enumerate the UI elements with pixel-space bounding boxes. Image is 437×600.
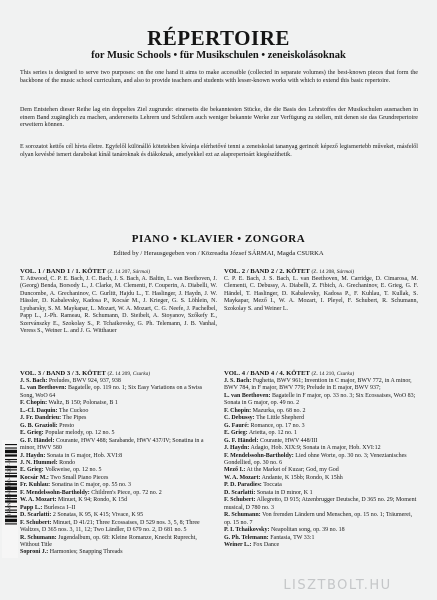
list-item	[20, 467, 217, 474]
composer-name: P. I. Tchaikovsky:	[224, 527, 270, 534]
instrument-heading: PIANO • KLAVIER • ZONGORA	[131, 233, 306, 245]
composer-name: G. Fauré:	[224, 422, 249, 429]
volume-editor: Csurka)	[132, 371, 151, 377]
work-title: Neapolitan song, op. 39 no. 18	[270, 527, 345, 534]
work-title: Courante, HWV 488; Sarabande, HWV 437/IV; Sonatina in a minor, HWV 580	[20, 437, 204, 452]
work-title: Andante, K 15bb; Rondo, K 15hh	[261, 474, 343, 481]
list-item	[224, 542, 418, 549]
barcode-number: ISMN 979-0-080-14207-0	[6, 459, 12, 516]
volume-catalogue-code	[311, 371, 354, 377]
list-item	[224, 527, 418, 534]
volume-catalogue-code	[311, 269, 354, 275]
volume-4	[224, 370, 418, 549]
work-title: Children's Piece, op. 72 no. 2	[91, 489, 162, 496]
composer-name: G. F. Händel:	[20, 437, 55, 444]
list-item	[224, 482, 418, 489]
work-title: Courante, HWV 448/III	[259, 437, 318, 444]
composer-name: G. B. Grazioli:	[20, 422, 58, 429]
list-item	[224, 423, 418, 430]
work-title: At the Market of Kuzar; God, my God	[246, 467, 339, 474]
composer-name: P. D. Paradies:	[224, 482, 262, 489]
list-item	[20, 482, 217, 489]
list-item	[20, 408, 217, 415]
work-title: Bagatelle, op. 119 no. 1; Six Easy Variations on a Swiss Song, WoO 64	[20, 385, 203, 399]
catalogue-number: (Z. 14 207,	[107, 269, 132, 275]
composer-name: G. F. Händel:	[224, 437, 259, 444]
list-item	[224, 453, 418, 468]
composer-name: F. Schubert:	[20, 519, 52, 526]
composer-name: W. A. Mozart:	[20, 497, 57, 504]
list-item	[224, 445, 418, 452]
work-title: Minuet, K 94; Rondo, K 15d	[57, 497, 128, 504]
composer-name: D. Scarlatti:	[224, 489, 256, 496]
work-title: 2 Sonatas, K 95, K 415; Vivace, K 95	[52, 512, 144, 519]
list-item	[20, 512, 217, 519]
composer-name: J. Haydn:	[224, 445, 250, 452]
list-item	[20, 497, 217, 504]
list-item	[20, 505, 217, 512]
composer-name: F. Mendelssohn-Bartholdy:	[224, 452, 294, 459]
list-item	[20, 453, 217, 460]
list-item	[20, 520, 217, 535]
composer-name: D. Scarlatti:	[20, 512, 52, 519]
work-title: Mazurka, op. 68 no. 2	[252, 407, 306, 414]
composer-name: Kocsár M.:	[20, 474, 49, 481]
volume-editor: Sármai)	[336, 269, 355, 275]
list-item	[224, 438, 418, 445]
work-title: Harmonies; Snapping Threads	[49, 549, 123, 556]
work-title: Romance, op. 17 no. 3	[250, 422, 305, 429]
work-title: Bagatelle in F major, op. 33 no. 3; Six Ecossaises, WoO 83; Sonata in G major, op. 49 no. 2	[224, 392, 416, 407]
list-item	[20, 400, 217, 407]
catalogue-number: (Z. 14 208,	[311, 269, 336, 275]
composer-name: Papp L.:	[20, 504, 43, 511]
composer-name: E. Grieg:	[20, 430, 44, 437]
composer-name: L. van Beethoven:	[20, 385, 67, 392]
composer-name: Fr. Kuhlau:	[20, 482, 51, 489]
list-item	[224, 378, 418, 393]
composer-name: L.-Cl. Daquin:	[20, 407, 58, 414]
composer-name: J. N. Hummel:	[20, 459, 58, 466]
volume-editor: Csurka)	[336, 371, 355, 377]
volume-heading	[224, 268, 418, 276]
work-title: Presto	[59, 422, 75, 429]
work-title: Sonata in D minor, K 1	[256, 489, 313, 496]
list-item	[20, 438, 217, 453]
volume-2	[224, 268, 418, 313]
composer-name: E. Grieg:	[224, 430, 248, 437]
work-title: Rondo	[59, 459, 76, 466]
list-item	[20, 475, 217, 482]
list-item	[224, 415, 418, 422]
composer-name: W. A. Mozart:	[224, 474, 261, 481]
list-item: C. P. E. Bach, J. S. Bach, L. van Beethoven, M. Carridge, D. Cimarosa, M. Clementi, C. Debussy, A. Diabelli, Z. Fibich, A. Grechaninov, E. Grieg, G. F. Händel, T. Haslinger, D. Kabalevsky, Kadosa P., F. Kuhlau, T. Kullak, S. Maykapar, Mező I., W. A. Mozart, I. Pleyel, F. Schubert, R. Schumann, Szokolay S. and Weiner L.	[224, 276, 418, 312]
list-item	[224, 393, 418, 408]
list-item	[20, 378, 217, 385]
composer-name: Weiner L.:	[224, 541, 252, 548]
volume-title: VOL. 3 / BAND 3 / 3. KÖTET	[20, 370, 106, 377]
work-title: Allegretto, D 915; Atzenbrugger Deutsche, D 365 no. 29; Moment musical, D 780 no. 3	[224, 497, 417, 511]
composer-name: F. Mendelssohn-Bartholdy:	[20, 489, 90, 496]
work-title: The Cuckoo	[58, 407, 89, 414]
list-item	[20, 385, 217, 400]
editors-line: Edited by / Herausgegeben von / Közreadta József SÁRMAI, Magda CSURKA	[113, 250, 324, 257]
volume-3	[20, 370, 217, 557]
composer-name: G. Ph. Telemann:	[224, 534, 269, 541]
catalogue-number: (Z. 14 210,	[311, 371, 336, 377]
work-title: Popular melody, op. 12 no. 5	[45, 430, 115, 437]
work-title: Two Small Piano Pieces	[50, 474, 109, 481]
list-item	[224, 408, 418, 415]
work-title: Minuet, D 41/21; Three Ecossaises, D 529 nos. 3, 5, 8; Three Waltzes, D 365 nos. 3, 11, 12; Two Ländler, D 679 no. 2, D 681 no. 5	[20, 519, 200, 534]
watermark: LISZTBOLT.HU	[283, 578, 392, 593]
work-title: Von fremden Ländern und Menschen, op. 15 no. 1; Träumerei, op. 15 no. 7	[224, 512, 413, 526]
work-title: The Little Shepherd	[256, 415, 305, 422]
volume-title: VOL. 4 / BAND 4 / 4. KÖTET	[224, 370, 310, 377]
work-title: Fantasia, TW 33:1	[270, 534, 315, 541]
composer-name: E. Grieg:	[20, 467, 44, 474]
work-title: Arietta, op. 12 no. 1	[248, 430, 298, 437]
list-item	[20, 460, 217, 467]
volume-1	[20, 268, 217, 336]
composer-name: R. Schumann:	[20, 534, 57, 541]
series-subtitle: for Music Schools • für Musikschulen • zeneiskolásoknak	[91, 50, 346, 61]
composer-name: F. Chopin:	[224, 407, 252, 414]
volume-title: VOL. 2 / BAND 2 / 2. KÖTET	[224, 268, 310, 275]
list-item	[20, 549, 217, 556]
composer-name: L. van Beethoven:	[224, 392, 271, 399]
volume-heading	[20, 268, 217, 276]
composer-name: F. Chopin:	[20, 400, 48, 407]
composer-name: J. S. Bach:	[20, 378, 48, 384]
work-title: The Pipes	[62, 415, 87, 422]
list-item	[224, 475, 418, 482]
volume-editor: Sármai)	[132, 269, 151, 275]
volume-heading	[224, 370, 418, 378]
composer-name: Soproni J.:	[20, 549, 49, 556]
list-item	[20, 415, 217, 422]
volume-catalogue-code	[107, 269, 150, 275]
volume-title: VOL. 1 / BAND 1 / 1. KÖTET	[20, 268, 106, 275]
work-title: Fox Dance	[253, 541, 280, 548]
catalogue-number: (Z. 14 209,	[107, 371, 132, 377]
composer-name: J. Fr. Dandrieu:	[20, 415, 62, 422]
list-item	[224, 512, 418, 527]
series-title: RÉPERTOIRE	[147, 26, 290, 50]
work-title: Burlesca I–II	[43, 504, 76, 511]
composer-name: J. S. Bach:	[224, 378, 252, 384]
work-title: Toccata	[263, 482, 282, 489]
list-item: T. Attwood, C. P. E. Bach, J. C. Bach, J. S. Bach, A. Baltin, L. van Beethoven, J. (Georg) Benda, Borsody L., J. Clarke, M. Clementi, F. Couperin, A. Diabelli, W. Duncombe, A. Grechaninov, C. Gurlitt, Hajdu L., T. Haslinger, J. Haydn, J. W. Hässler, D. Kabalevsky, Kadosa P., Kocsár M., J. Krieger, G. S. Löhlein, N. Lyubarsky, S. M. Maykapar, L. Mozart, W. A. Mozart, C. G. Neefe, J. Pachelbel, Papp L., J.-Ph. Rameau, R. Schumann, D. Steibelt, A. Stoyanov, Szőkefy E., Szervánszky E., Szokolay S., P. Tchaikovsky, G. Ph. Telemann, J. B. Vanhal, Veress S., Weiner L. and J. G. Witthauer	[20, 276, 217, 335]
list-item	[224, 535, 418, 542]
list-item	[224, 497, 418, 512]
composer-name: R. Schumann:	[224, 512, 261, 519]
volume-heading	[20, 370, 217, 378]
work-title: Fughetta, BWV 961; Invention in C major, BWV 772, in A minor, BWV 784, in F major, BWV 779; Prelude in E major, BWV 937;	[224, 378, 412, 392]
intro-paragraph-english: This series is designed to serve two purposes: on the one hand it aims to make accessible (collected in separate volumes) the best-known pieces that form the backbone of the music school curriculum, and also to provide teachers and students with lesser-known works with which to extend this basic repertoire.	[20, 70, 418, 84]
work-title: Preludes, BWV 924, 937, 938	[48, 378, 121, 384]
work-title: Sonata in G major, Hob. XVI:8	[46, 452, 123, 459]
list-item	[224, 490, 418, 497]
list-item	[224, 430, 418, 437]
list-item	[20, 430, 217, 437]
work-title: Adagio, Hob. XIX:9; Sonata in A major, Hob. XVI:12	[250, 445, 381, 452]
work-title: Lied ohne Worte, op. 30 no. 3; Venezianisches Gondellied, op. 30 no. 6	[224, 452, 407, 466]
composer-name: F. Schubert:	[224, 497, 256, 504]
composer-name: C. Debussy:	[224, 415, 255, 422]
composer-name: J. Haydn:	[20, 452, 46, 459]
list-item	[224, 467, 418, 474]
intro-paragraph-german: Dem Entstehen dieser Reihe lag ein doppeltes Ziel zugrunde: einerseits die bekanntesten Stücke, die die Basis des Lehrstoffes der Musikschulen ausmachen in einem Band zugänglich zu machen, andererseits Lehrern und Schülern auch weniger bekannte Werke zur Verfügung zu stellen, mit denen sie das Grundrepertoire erweitern können.	[20, 107, 418, 129]
volume-catalogue-code	[107, 371, 150, 377]
work-title: Waltz, B 150; Polonaise, B 1	[48, 400, 118, 407]
work-title: Jugendalbum, op. 68: Kleine Romanze, Knecht Ruprecht, Without Title	[20, 534, 197, 548]
intro-paragraph-hungarian: E sorozatot kettős cél hívta életre. Egyfelől különálló kötetekben kívánja elérhetővé tenni a zeneiskolai tananyag gerincét képező legismertebb műveket, másfelől olyan kevésbé ismert darabokat kínál tanároknak és diákoknak, amelyekkel ezt az alaprepertoárt kiegészíthetik.	[20, 144, 418, 158]
list-item	[20, 535, 217, 550]
list-item	[20, 423, 217, 430]
composer-name: Mező I.:	[224, 467, 246, 474]
list-item	[20, 490, 217, 497]
work-title: Sonatina in C major, op. 55 no. 3	[51, 482, 132, 489]
work-title: Volkweise, op. 12 no. 5	[45, 467, 102, 474]
